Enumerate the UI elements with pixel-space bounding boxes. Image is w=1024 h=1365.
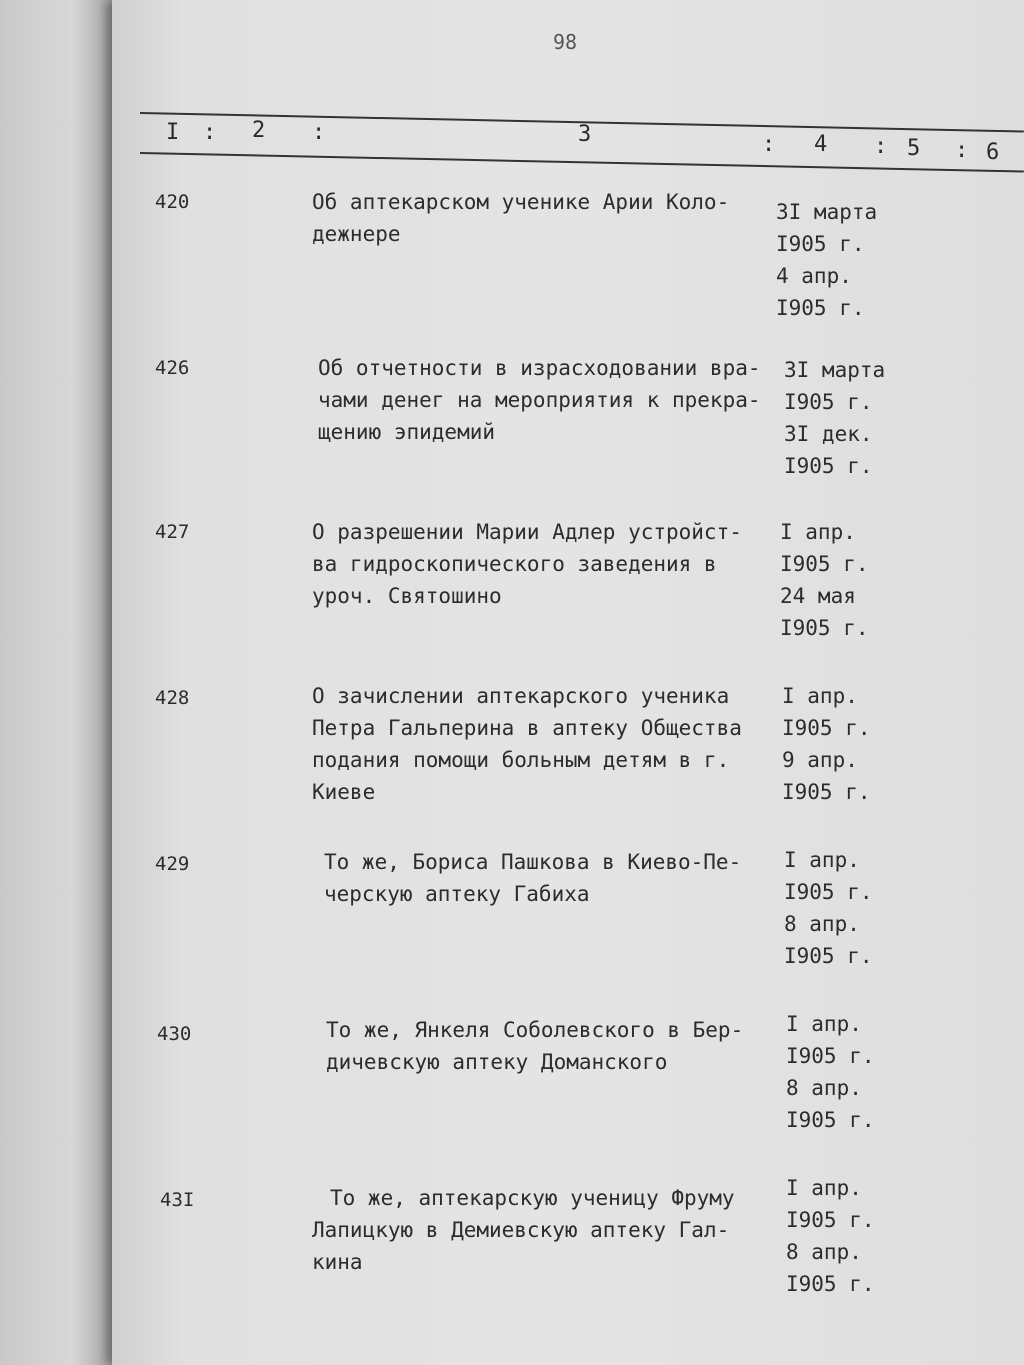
description-line: черскую аптеку Габиха xyxy=(324,882,590,906)
column-header-4: 4 xyxy=(814,132,828,157)
column-header-6: 6 xyxy=(986,140,1000,165)
row-number: 429 xyxy=(155,853,190,875)
row-dates xyxy=(776,196,877,324)
row-dates xyxy=(784,354,885,482)
description-line: То же, Бориса Пашкова в Киево-Пе- xyxy=(324,850,742,874)
date-line: I905 г. xyxy=(786,1208,875,1232)
row-dates xyxy=(786,1172,875,1300)
date-line: 3I марта xyxy=(776,200,878,224)
description-line: Об отчетности в израсходовании вра- xyxy=(318,356,761,380)
date-line: 8 апр. xyxy=(786,1240,862,1264)
date-line: 9 апр. xyxy=(782,748,858,772)
column-separator: : xyxy=(762,132,776,157)
date-line: 4 апр. xyxy=(776,264,852,288)
date-line: I905 г. xyxy=(784,944,873,968)
description-line: Петра Гальперина в аптеку Общества xyxy=(312,716,742,740)
row-description xyxy=(318,352,761,448)
description-line: дичевскую аптеку Доманского xyxy=(326,1050,668,1074)
row-description xyxy=(312,186,729,250)
column-header-2: 2 xyxy=(252,118,266,143)
date-line: I апр. xyxy=(784,848,860,872)
date-line: 3I марта xyxy=(784,358,886,382)
date-line: I905 г. xyxy=(780,552,869,576)
description-line: уроч. Святошино xyxy=(312,584,502,608)
description-line: кина xyxy=(312,1250,363,1274)
date-line: I905 г. xyxy=(786,1108,875,1132)
row-number: 430 xyxy=(157,1023,192,1045)
date-line: I905 г. xyxy=(784,390,873,414)
date-line: I905 г. xyxy=(780,616,869,640)
row-dates xyxy=(786,1008,875,1136)
description-line: ва гидроскопического заведения в xyxy=(312,552,717,576)
date-line: 8 апр. xyxy=(786,1076,862,1100)
date-line: I апр. xyxy=(786,1012,862,1036)
row-description xyxy=(312,680,742,808)
description-line: чами денег на мероприятия к прекра- xyxy=(318,388,761,412)
description-line: дежнере xyxy=(312,222,401,246)
row-description xyxy=(312,1182,735,1278)
date-line: 3I дек. xyxy=(784,422,873,446)
column-header-3: 3 xyxy=(578,122,592,147)
column-header-5: 5 xyxy=(907,136,921,161)
date-line: I905 г. xyxy=(782,780,871,804)
row-dates xyxy=(780,516,869,644)
column-separator: : xyxy=(874,134,888,159)
date-line: 24 мая xyxy=(780,584,856,608)
date-line: I905 г. xyxy=(776,296,865,320)
description-line: О разрешении Марии Адлер устройст- xyxy=(312,520,742,544)
description-line: Киеве xyxy=(312,780,376,804)
date-line: I апр. xyxy=(782,684,858,708)
date-line: I905 г. xyxy=(786,1272,875,1296)
row-dates xyxy=(782,680,871,808)
row-number: 420 xyxy=(155,191,190,213)
row-number: 428 xyxy=(155,687,190,709)
description-line: То же, Янкеля Соболевского в Бер- xyxy=(326,1018,744,1042)
column-separator: : xyxy=(955,138,969,163)
description-line: подания помощи больным детям в г. xyxy=(312,748,730,772)
description-line: щению эпидемий xyxy=(318,420,496,444)
column-header-1: I xyxy=(166,120,180,145)
date-line: I905 г. xyxy=(782,716,871,740)
date-line: I905 г. xyxy=(784,880,873,904)
row-number: 43I xyxy=(160,1189,195,1211)
date-line: I905 г. xyxy=(784,454,873,478)
previous-page-edge xyxy=(0,0,120,1365)
date-line: I апр. xyxy=(786,1176,862,1200)
column-separator: : xyxy=(203,120,217,145)
row-description xyxy=(324,846,741,910)
date-line: I905 г. xyxy=(776,232,865,256)
row-description xyxy=(326,1014,743,1078)
row-number: 427 xyxy=(155,521,190,543)
row-number: 426 xyxy=(155,357,190,379)
date-line: I905 г. xyxy=(786,1044,875,1068)
row-dates xyxy=(784,844,873,972)
row-description xyxy=(312,516,742,612)
description-line: О зачислении аптекарского ученика xyxy=(312,684,730,708)
date-line: I апр. xyxy=(780,520,856,544)
page-number: 98 xyxy=(553,30,578,54)
description-line: То же, аптекарскую ученицу Фруму xyxy=(330,1186,735,1210)
description-line: Лапицкую в Демиевскую аптеку Гал- xyxy=(312,1218,730,1242)
column-separator: : xyxy=(312,120,326,145)
date-line: 8 апр. xyxy=(784,912,860,936)
description-line: Об аптекарском ученике Арии Коло- xyxy=(312,190,730,214)
